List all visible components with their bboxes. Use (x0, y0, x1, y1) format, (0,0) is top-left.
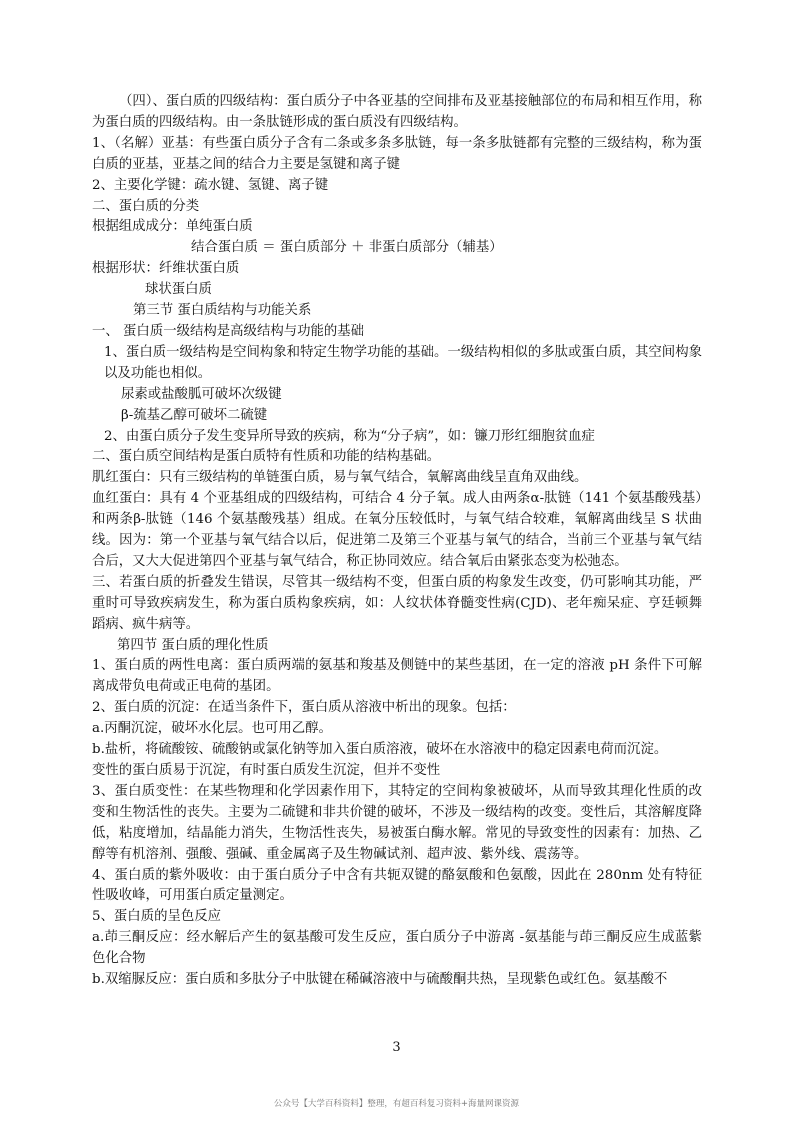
paragraph: （四）、蛋白质的四级结构：蛋白质分子中各亚基的空间排布及亚基接触部位的布局和相互作用，称为蛋白质的四级结构。由一条肽链形成的蛋白质没有四级结构。 (92, 94, 702, 130)
page-body (92, 92, 702, 991)
paragraph: 第四节 蛋白质的理化性质 (117, 637, 269, 653)
paragraph: β-巯基乙醇可破坏二硫键 (121, 407, 268, 423)
paragraph: 球状蛋白质 (145, 282, 212, 298)
paragraph: 一、 蛋白质一级结构是高级结构与功能的基础 (92, 323, 365, 339)
paragraph: 血红蛋白：具有 4 个亚基组成的四级结构，可结合 4 分子氧。成人由两条α-肽链（141 个氨基酸残基）和两条β-肽链（146 个氨基酸残基）组成。在氧分压较低时，与氧气结合较难，氧解离曲线呈 S 状曲线。因为：第一个亚基与氧气结合以后，促进第二及第三个亚基与氧气的结合，当前三个亚基与氧气结合后，又大大促进第四个亚基与氧气结合，称正协同效应。结合氧后由紧张态变为松弛态。 (92, 491, 702, 569)
paragraph: 1、蛋白质的两性电离：蛋白质两端的氨基和羧基及侧链中的某些基团，在一定的溶液 pH 条件下可解离成带负电荷或正电荷的基团。 (92, 658, 702, 695)
paragraph: 尿素或盐酸胍可破坏次级键 (121, 386, 282, 402)
paragraph: 三、若蛋白质的折叠发生错误，尽管其一级结构不变，但蛋白质的构象发生改变，仍可影响其功能，严重时可导致疾病发生，称为蛋白质构象疾病，如：人纹状体脊髓变性病(CJD)、老年痴呆症、亨廷顿舞蹈病、疯牛病等。 (92, 574, 702, 632)
paragraph: 2、由蛋白质分子发生变异所导致的疾病，称为“分子病”，如：镰刀形红细胞贫血症 (104, 428, 595, 444)
paragraph: a.茚三酮反应：经水解后产生的氨基酸可发生反应，蛋白质分子中游离 -氨基能与茚三酮反应生成蓝紫色化合物 (92, 930, 702, 967)
paragraph: 1、（名解）亚基：有些蛋白质分子含有二条或多条多肽链，每一条多肽链都有完整的三级结构，称为蛋白质的亚基，亚基之间的结合力主要是氢键和离子键 (92, 135, 702, 172)
paragraph: 根据组成成分：单纯蛋白质 (92, 219, 253, 235)
paragraph: 2、主要化学键：疏水键、氢键、离子键 (92, 177, 329, 193)
paragraph: 根据形状：纤维状蛋白质 (92, 261, 240, 277)
footer-note: 公众号【大学百科资料】整理，有超百科复习资料+海量网课资源 (273, 1099, 520, 1109)
paragraph: b.盐析，将硫酸铵、硫酸钠或氯化钠等加入蛋白质溶液，破坏在水溶液中的稳定因素电荷而沉淀。 (92, 742, 668, 758)
paragraph: a.丙酮沉淀，破坏水化层。也可用乙醇。 (92, 721, 332, 737)
paragraph: 二、蛋白质的分类 (92, 198, 200, 214)
paragraph: 4、蛋白质的紫外吸收：由于蛋白质分子中含有共轭双键的酪氨酸和色氨酸，因此在 280nm 处有特征性吸收峰，可用蛋白质定量测定。 (92, 867, 702, 904)
paragraph: 变性的蛋白质易于沉淀，有时蛋白质发生沉淀，但并不变性 (92, 763, 441, 778)
paragraph: 3、蛋白质变性：在某些物理和化学因素作用下，其特定的空间构象被破坏，从而导致其理化性质的改变和生物活性的丧失。主要为二硫键和非共价键的破坏，不涉及一级结构的改变。变性后，其溶解度降低，粘度增加，结晶能力消失，生物活性丧失，易被蛋白酶水解。常见的导致变性的因素有：加热、乙醇等有机溶剂、强酸、强碱、重金属离子及生物碱试剂、超声波、紫外线、震荡等。 (92, 783, 702, 862)
page-number: 3 (392, 1040, 401, 1055)
paragraph: 5、蛋白质的呈色反应 (92, 909, 222, 925)
paragraph: 第三节 蛋白质结构与功能关系 (133, 303, 312, 319)
paragraph: 2、蛋白质的沉淀：在适当条件下，蛋白质从溶液中析出的现象。包括： (92, 700, 516, 716)
paragraph: 1、蛋白质一级结构是空间构象和特定生物学功能的基础。一级结构相似的多肽或蛋白质，其空间构象以及功能也相似。 (104, 344, 702, 381)
paragraph: 肌红蛋白：只有三级结构的单链蛋白质，易与氧气结合，氧解离曲线呈直角双曲线。 (92, 470, 588, 486)
paragraph: b.双缩脲反应：蛋白质和多肽分子中肽键在稀碱溶液中与硫酸酮共热，呈现紫色或红色。氨基酸不 (92, 972, 668, 988)
paragraph: 二、蛋白质空间结构是蛋白质特有性质和功能的结构基础。 (92, 449, 441, 465)
paragraph: 结合蛋白质 ＝ 蛋白质部分 ＋ 非蛋白质部分（辅基） (191, 240, 503, 256)
